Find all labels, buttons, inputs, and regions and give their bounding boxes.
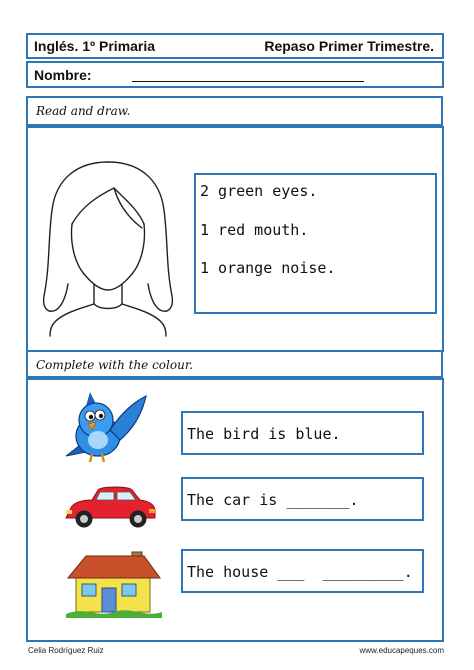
name-blank-line[interactable] — [132, 81, 364, 82]
clue-eyes: 2 green eyes. — [200, 182, 318, 200]
blank-face-icon — [38, 158, 178, 338]
house-icon — [66, 546, 162, 618]
answer-box-car[interactable] — [181, 477, 424, 521]
footer-author: Celia Rodríguez Ruiz — [28, 646, 104, 655]
section-read-draw-header — [26, 96, 443, 126]
footer-site-link[interactable]: www.educapeques.com — [359, 646, 444, 655]
topic-title: Repaso Primer Trimestre. — [264, 38, 434, 54]
sentence-car: The car is _______. — [187, 491, 359, 509]
instruction-read-draw: Read and draw. — [36, 104, 131, 118]
bird-icon — [64, 390, 148, 468]
section-colour-header — [26, 350, 443, 378]
subject-title: Inglés. 1º Primaria — [34, 38, 156, 54]
name-label: Nombre: — [34, 67, 92, 83]
clue-nose: 1 orange noise. — [200, 259, 336, 277]
sentence-bird: The bird is blue. — [187, 425, 341, 443]
car-icon — [62, 484, 158, 532]
worksheet-header — [26, 33, 444, 59]
answer-box-bird[interactable] — [181, 411, 424, 455]
answer-box-house[interactable] — [181, 549, 424, 593]
instruction-colour: Complete with the colour. — [36, 358, 194, 372]
sentence-house: The house ___ _________. — [187, 563, 413, 581]
name-field[interactable] — [26, 61, 444, 88]
clue-mouth: 1 red mouth. — [200, 221, 309, 239]
